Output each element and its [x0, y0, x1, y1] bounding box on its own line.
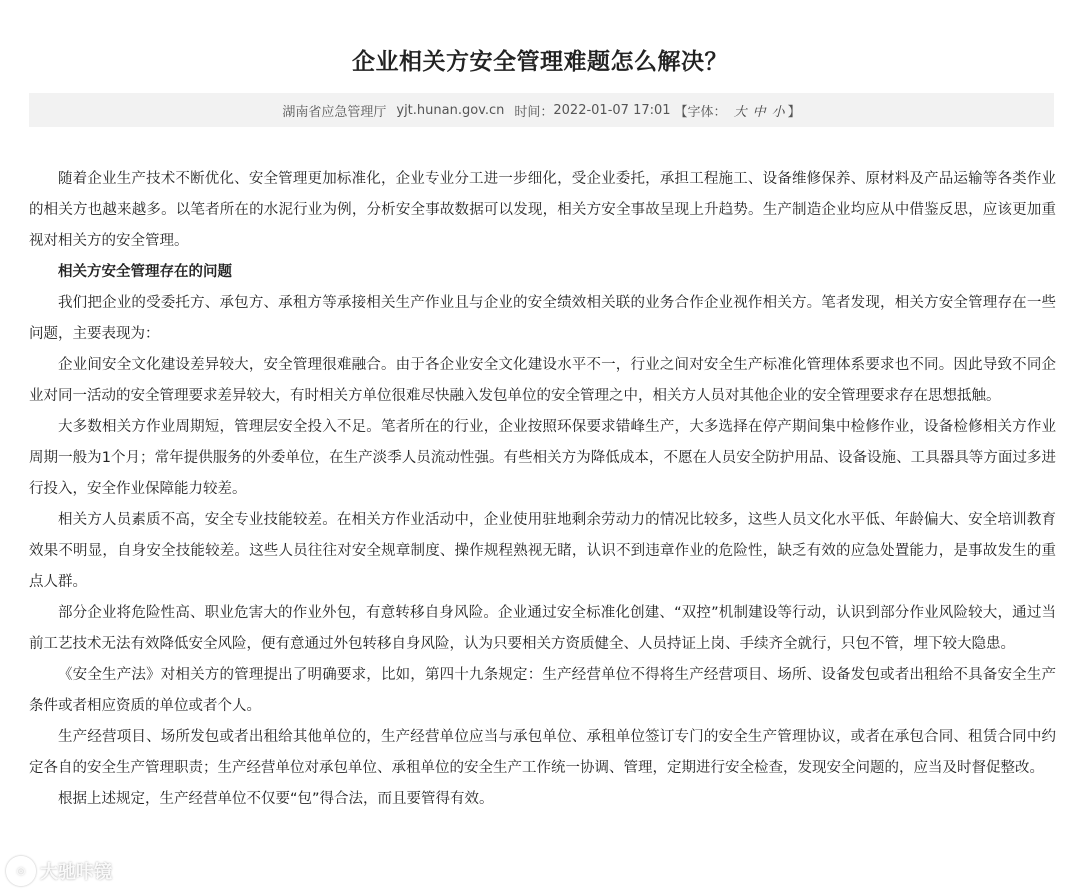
- font-size-close: 】: [787, 104, 801, 120]
- article-paragraph: 我们把企业的受委托方、承包方、承租方等承接相关生产作业且与企业的安全绩效相关联的业务合作企业视作相关方。笔者发现，相关方安全管理存在一些问题，主要表现为：: [29, 295, 1056, 342]
- section-heading: 相关方安全管理存在的问题: [58, 264, 232, 280]
- font-size-open: 【字体：: [674, 104, 727, 120]
- article-paragraph: 部分企业将危险性高、职业危害大的作业外包，有意转移自身风险。企业通过安全标准化创建、“双控”机制建设等行动，认识到部分作业风险较大，通过当前工艺技术无法有效降低安全风险，便有意通过外包转移自身风险，认为只要相关方资质健全、人员持证上岗、手续齐全就行，只包不管，埋下较大隐患。: [29, 605, 1056, 652]
- article-source: 湖南省应急管理厅: [282, 104, 387, 120]
- article-paragraph: 生产经营项目、场所发包或者出租给其他单位的，生产经营单位应当与承包单位、承租单位签订专门的安全生产管理协议，或者在承包合同、租赁合同中约定各自的安全生产管理职责；生产经营单位对承包单位、承租单位的安全生产工作统一协调、管理，定期进行安全检查，发现安全问题的，应当及时督促整改。: [29, 729, 1056, 776]
- article-title: 企业相关方安全管理难题怎么解决？: [352, 49, 728, 75]
- watermark-logo-icon: ◎: [6, 856, 36, 886]
- article-paragraph: 随着企业生产技术不断优化、安全管理更加标准化，企业专业分工进一步细化，受企业委托，承担工程施工、设备维修保养、原材料及产品运输等各类作业的相关方也越来越多。以笔者所在的水泥行业为例，分析安全事故数据可以发现，相关方安全事故呈现上升趋势。生产制造企业均应从中借鉴反思，应该更加重视对相关方的安全管理。: [29, 171, 1056, 249]
- watermark: [6, 856, 112, 886]
- article-time-label: 时间：: [514, 104, 554, 120]
- article-paragraph: 企业间安全文化建设差异较大，安全管理很难融合。由于各企业安全文化建设水平不一，行业之间对安全生产标准化管理体系要求也不同。因此导致不同企业对同一活动的安全管理要求差异较大，有时相关方单位很难尽快融入发包单位的安全管理之中，相关方人员对其他企业的安全管理要求存在思想抵触。: [29, 357, 1056, 404]
- font-size-large-link[interactable]: 大: [733, 104, 747, 120]
- font-size-medium-link[interactable]: 中: [752, 104, 766, 120]
- article-time: 2022-01-07 17:01: [553, 102, 671, 118]
- watermark-text: 大驰咔镜: [40, 862, 112, 883]
- article-meta-bar: [29, 93, 1054, 127]
- font-size-small-link[interactable]: 小: [771, 104, 785, 120]
- article-body: [29, 164, 1056, 815]
- article-paragraph: 《安全生产法》对相关方的管理提出了明确要求，比如，第四十九条规定：生产经营单位不得将生产经营项目、场所、设备发包或者出租给不具备安全生产条件或者相应资质的单位或者个人。: [29, 667, 1056, 714]
- article-paragraph: 根据上述规定，生产经营单位不仅要“包”得合法，而且要管得有效。: [58, 791, 494, 807]
- article-paragraph: 相关方人员素质不高，安全专业技能较差。在相关方作业活动中，企业使用驻地剩余劳动力的情况比较多，这些人员文化水平低、年龄偏大、安全培训教育效果不明显，自身安全技能较差。这些人员往往对安全规章制度、操作规程熟视无睹，认识不到违章作业的危险性，缺乏有效的应急处置能力，是事故发生的重点人群。: [29, 512, 1056, 590]
- article-site: yjt.hunan.gov.cn: [396, 102, 505, 118]
- article-paragraph: 大多数相关方作业周期短，管理层安全投入不足。笔者所在的行业，企业按照环保要求错峰生产，大多选择在停产期间集中检修作业，设备检修相关方作业周期一般为1个月；常年提供服务的外委单位，在生产淡季人员流动性强。有些相关方为降低成本，不愿在人员安全防护用品、设备设施、工具器具等方面过多进行投入，安全作业保障能力较差。: [29, 419, 1056, 497]
